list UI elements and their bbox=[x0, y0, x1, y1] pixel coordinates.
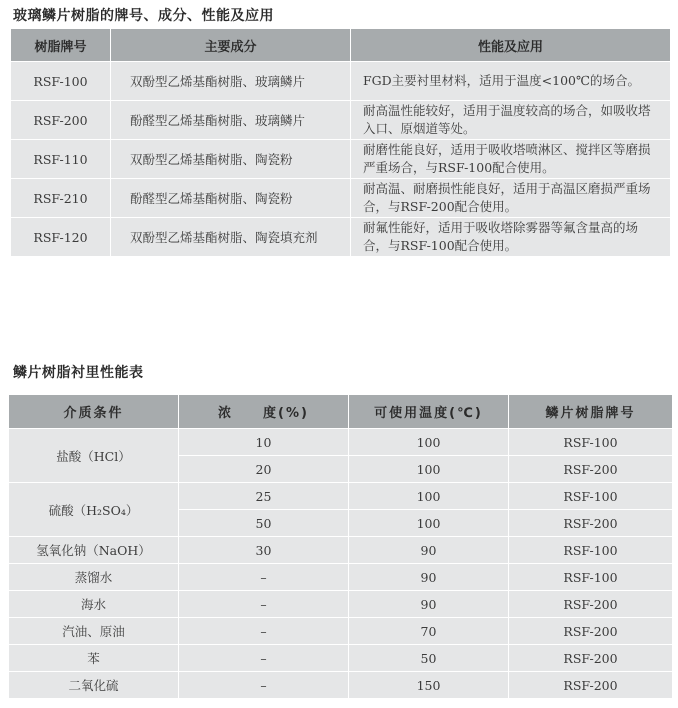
header-performance-application: 性能及应用 bbox=[351, 29, 671, 62]
table-header-row bbox=[9, 395, 673, 429]
application-cell: 耐磨性能良好，适用于吸收塔喷淋区、搅拌区等磨损严重场合，与RSF-100配合使用。 bbox=[351, 140, 671, 179]
table-row bbox=[9, 537, 673, 564]
concentration-cell: – bbox=[179, 564, 349, 591]
resin-grade-cell: RSF-200 bbox=[509, 456, 673, 483]
concentration-cell: – bbox=[179, 672, 349, 699]
resin-grade-cell: RSF-200 bbox=[11, 101, 111, 140]
resin-grade-cell: RSF-120 bbox=[11, 218, 111, 257]
temperature-cell: 100 bbox=[349, 429, 509, 456]
medium-cell: 二氧化硫 bbox=[9, 672, 179, 699]
application-cell: 耐氟性能好，适用于吸收塔除雾器等氟含量高的场合，与RSF-100配合使用。 bbox=[351, 218, 671, 257]
medium-cell: 硫酸（H₂SO₄） bbox=[9, 483, 179, 537]
table-header-row bbox=[11, 29, 671, 62]
resin-grades-table bbox=[10, 28, 671, 257]
application-cell: 耐高温、耐磨损性能良好，适用于高温区磨损严重场合，与RSF-200配合使用。 bbox=[351, 179, 671, 218]
table-row bbox=[9, 429, 673, 456]
medium-cell: 氢氧化钠（NaOH） bbox=[9, 537, 179, 564]
concentration-cell: – bbox=[179, 645, 349, 672]
resin-grade-cell: RSF-110 bbox=[11, 140, 111, 179]
concentration-cell: 20 bbox=[179, 456, 349, 483]
medium-cell: 海水 bbox=[9, 591, 179, 618]
table-row bbox=[9, 483, 673, 510]
concentration-cell: 25 bbox=[179, 483, 349, 510]
header-resin-grade: 树脂牌号 bbox=[11, 29, 111, 62]
resin-grade-cell: RSF-200 bbox=[509, 591, 673, 618]
concentration-cell: 10 bbox=[179, 429, 349, 456]
medium-cell: 苯 bbox=[9, 645, 179, 672]
temperature-cell: 70 bbox=[349, 618, 509, 645]
resin-grade-cell: RSF-100 bbox=[509, 537, 673, 564]
components-cell: 酚醛型乙烯基酯树脂、陶瓷粉 bbox=[111, 179, 351, 218]
temperature-cell: 90 bbox=[349, 564, 509, 591]
resin-grade-cell: RSF-200 bbox=[509, 645, 673, 672]
temperature-cell: 100 bbox=[349, 483, 509, 510]
concentration-cell: 30 bbox=[179, 537, 349, 564]
resin-grade-cell: RSF-200 bbox=[509, 510, 673, 537]
medium-cell: 蒸馏水 bbox=[9, 564, 179, 591]
table-row bbox=[9, 672, 673, 699]
medium-cell: 盐酸（HCl） bbox=[9, 429, 179, 483]
table-row bbox=[9, 591, 673, 618]
header-main-components: 主要成分 bbox=[111, 29, 351, 62]
table-row bbox=[9, 618, 673, 645]
medium-cell: 汽油、原油 bbox=[9, 618, 179, 645]
components-cell: 双酚型乙烯基酯树脂、陶瓷填充剂 bbox=[111, 218, 351, 257]
resin-grade-cell: RSF-100 bbox=[11, 62, 111, 101]
table-row bbox=[11, 140, 671, 179]
application-cell: 耐高温性能较好，适用于温度较高的场合，如吸收塔入口、原烟道等处。 bbox=[351, 101, 671, 140]
header-medium-condition: 介质条件 bbox=[9, 395, 179, 429]
header-concentration: 浓 度(%) bbox=[179, 395, 349, 429]
resin-grades-title: 玻璃鳞片树脂的牌号、成分、性能及应用 bbox=[13, 8, 274, 24]
resin-grade-cell: RSF-200 bbox=[509, 672, 673, 699]
application-cell: FGD主要衬里材料，适用于温度<100℃的场合。 bbox=[351, 62, 671, 101]
header-resin-grade: 鳞片树脂牌号 bbox=[509, 395, 673, 429]
components-cell: 酚醛型乙烯基酯树脂、玻璃鳞片 bbox=[111, 101, 351, 140]
components-cell: 双酚型乙烯基酯树脂、玻璃鳞片 bbox=[111, 62, 351, 101]
table-row bbox=[9, 645, 673, 672]
resin-grade-cell: RSF-210 bbox=[11, 179, 111, 218]
table-row bbox=[11, 62, 671, 101]
concentration-cell: – bbox=[179, 618, 349, 645]
table-row bbox=[11, 218, 671, 257]
table-row bbox=[9, 564, 673, 591]
lining-performance-title: 鳞片树脂衬里性能表 bbox=[13, 365, 144, 381]
concentration-cell: 50 bbox=[179, 510, 349, 537]
temperature-cell: 90 bbox=[349, 591, 509, 618]
table-row bbox=[11, 179, 671, 218]
temperature-cell: 100 bbox=[349, 510, 509, 537]
temperature-cell: 100 bbox=[349, 456, 509, 483]
resin-grade-cell: RSF-100 bbox=[509, 429, 673, 456]
table-row bbox=[11, 101, 671, 140]
temperature-cell: 50 bbox=[349, 645, 509, 672]
resin-grade-cell: RSF-100 bbox=[509, 483, 673, 510]
header-service-temperature: 可使用温度(℃) bbox=[349, 395, 509, 429]
resin-grade-cell: RSF-100 bbox=[509, 564, 673, 591]
temperature-cell: 150 bbox=[349, 672, 509, 699]
temperature-cell: 90 bbox=[349, 537, 509, 564]
lining-performance-table bbox=[8, 394, 673, 699]
concentration-cell: – bbox=[179, 591, 349, 618]
resin-grade-cell: RSF-200 bbox=[509, 618, 673, 645]
components-cell: 双酚型乙烯基酯树脂、陶瓷粉 bbox=[111, 140, 351, 179]
